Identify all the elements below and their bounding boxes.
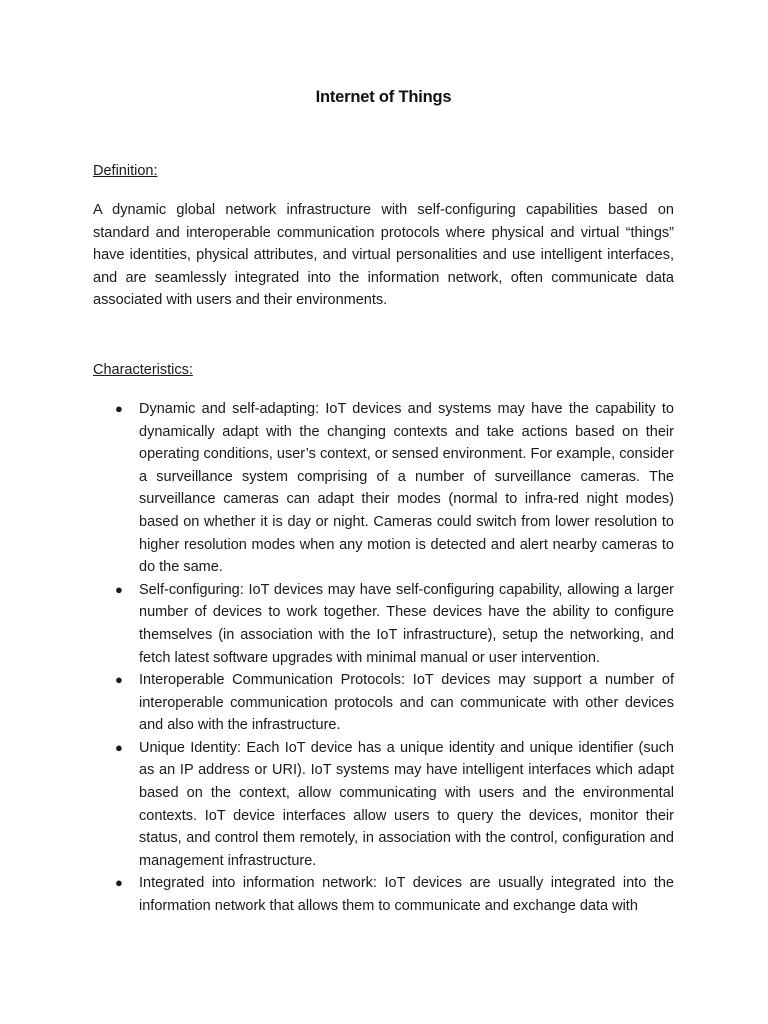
list-item <box>93 579 674 669</box>
list-item <box>93 669 674 737</box>
list-item-text: Interoperable Communication Protocols: IoT devices may support a number of interoperable communication protocols and can communicate with other devices and also with the infrastructure. <box>139 672 674 734</box>
characteristics-list <box>93 398 674 918</box>
document-title: Internet of Things <box>315 88 452 106</box>
list-item-text: Unique Identity: Each IoT device has a unique identity and unique identifier (such as an IP address or URI). IoT systems may have intelligent interfaces which adapt based on the context, allow communicating with users and the environmental contexts. IoT device interfaces allow users to query the devices, monitor their status, and control them remotely, in association with the control, configuration and management infrastructure. <box>139 739 674 869</box>
list-item <box>93 398 674 579</box>
definition-heading: Definition: <box>93 163 158 179</box>
definition-paragraph: A dynamic global network infrastructure with self-configuring capabilities based on standard and interoperable communication protocols where physical and virtual “things” have identities, physical attributes, and virtual personalities and use intelligent interfaces, and are seamlessly integrated into the information network, often communicate data associated with users and their environments. <box>93 202 674 309</box>
bullet-icon: ● <box>115 672 123 688</box>
list-item <box>93 737 674 873</box>
bullet-icon: ● <box>115 875 123 891</box>
document-page <box>93 88 674 918</box>
list-item <box>93 872 674 917</box>
bullet-icon: ● <box>115 739 123 755</box>
list-item-text: Dynamic and self-adapting: IoT devices and systems may have the capability to dynamically adapt with the changing contexts and take actions based on their operating conditions, user’s context, or sensed environment. For example, consider a surveillance system comprising of a number of surveillance cameras. The surveillance cameras can adapt their modes (normal to infra-red night modes) based on whether it is day or night. Cameras could switch from lower resolution to higher resolution modes when any motion is detected and alert nearby cameras to do the same. <box>139 400 674 576</box>
list-item-text: Self-configuring: IoT devices may have self-configuring capability, allowing a larger number of devices to work together. These devices have the ability to configure themselves (in association with the IoT infrastructure), setup the networking, and fetch latest software upgrades with minimal manual or user intervention. <box>139 581 674 666</box>
bullet-icon: ● <box>115 581 123 597</box>
characteristics-heading: Characteristics: <box>93 361 193 378</box>
bullet-icon: ● <box>115 400 123 416</box>
list-item-text: Integrated into information network: IoT devices are usually integrated into the information network that allows them to communicate and exchange data with <box>139 875 674 915</box>
